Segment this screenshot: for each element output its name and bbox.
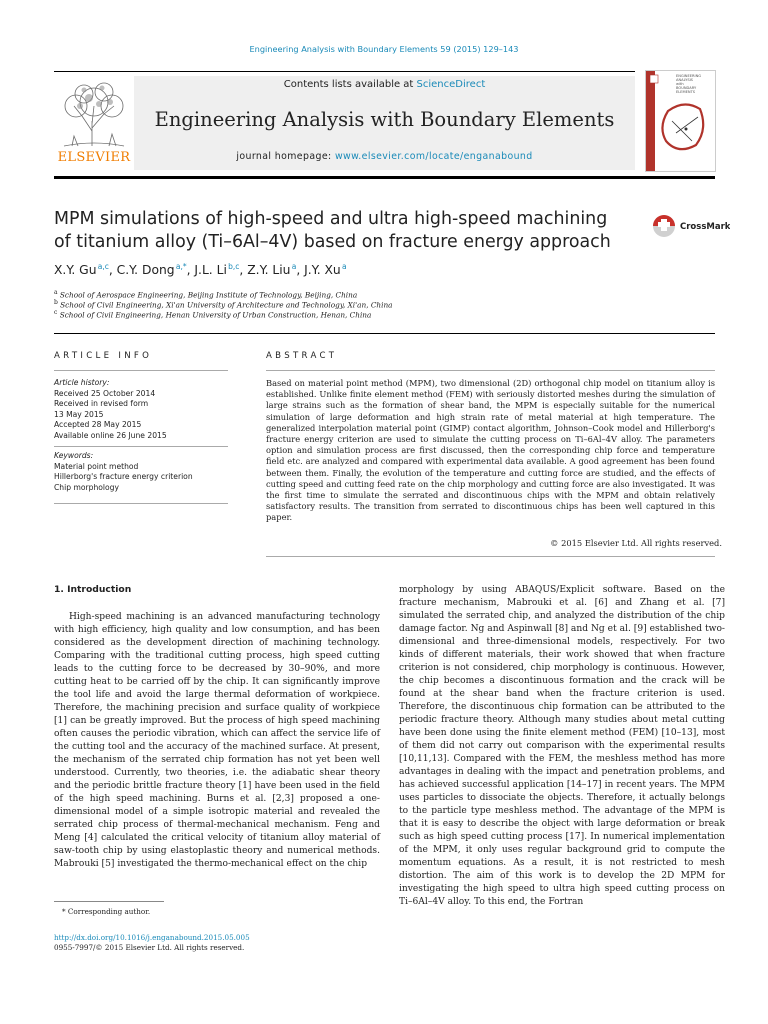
intro-left-column: High-speed machining is an advanced manufacturing technology with high efficiency, high quality and low consumption, and has been considered as the development direction of machining technology. Comparing with the traditional cutting process, high speed cutting leads to the cutting force to be decreased by 30–90%, and more cutting heat to be carried off by the chip. It can significantly improve the tool life and avoid the large thermal deformation of workpiece. Therefore, the machining precision and surface quality of workpiece [1] can be greatly improved. But the process of high speed machining often causes the periodic vibration, which can affect the service life of the cutting tool and the accuracy of the machined surface. At present, the mechanism of the serrated chip formation has not yet been well understood. Currently, two theories, i.e. the adiabatic shear theory and the periodic brittle fracture theory [1] have been used in the field of the high speed machining. Burns et al. [2,3] proposed a one-dimensional model of a simple isotropic material and revealed the serrated chip process of thermal-mechanical mechanism. Feng and Meng [4] calculated the critical velocity of titanium alloy material of saw-tooth chip by using elastoplastic theory and numerical methods. Mabrouki [5] investigated the thermo-mechanical effect on the chip (54, 612, 380, 869)
elsevier-wordmark: ELSEVIER (57, 150, 131, 165)
copyright-line: © 2015 Elsevier Ltd. All rights reserved. (550, 538, 722, 548)
contents-prefix: Contents lists available at (283, 79, 417, 90)
cover-line-4: BOUNDARY (676, 86, 697, 90)
keywords-label: Keywords: (54, 451, 94, 460)
doi-link[interactable]: http://dx.doi.org/10.1016/j.enganabound.2015.05.005 (54, 933, 250, 942)
history-accepted: Accepted 28 May 2015 (54, 420, 142, 429)
cover-line-3: with (676, 82, 684, 86)
intro-right-column: morphology by using ABAQUS/Explicit software. Based on the fracture mechanism, Mabrouki et al. [6] and Zhang et al. [7] simulated the serrated chip, and analyzed the distribution of the chip damage factor. Ng and Aspinwall [8] and Ng et al. [9] established two-dimensional and three-dimensional models, respectively. For two kinds of different materials, their work showed that when fracture criterion is not considered, chip morphology is continuous. However, the chip becomes a discontinuous formation and the crack will be found at the shear band when the fracture criterion is used. Therefore, the discontinuous chip formation can be attributed to the periodic fracture theory. Although many studies about metal cutting have been done using the finite element method (FEM) [10–13], most of them did not carry out comparison with the experimental results [10,11,13]. Compared with the FEM, the meshless method has more advantages in dealing with the impact and penetration problems, and has achieved successful application [14–17] in recent years. The MPM uses particles to dissociate the objects. Therefore, it actually belongs to the particle type meshless method. The advantage of the MPM is that it is easy to describe the object with large deformation or break such as high speed cutting process [17]. In numerical implementation of the MPM, it only uses regular background grid to compute the momentum equations. As a result, it is not restricted to mesh distortion. The aim of this work is to develop the 2D MPM for investigating the high speed to ultra high speed cutting process on Ti–6Al–4V alloy. To this end, the Fortran (399, 585, 725, 907)
history-revised: Received in revised form (54, 399, 149, 408)
history-received: Received 25 October 2014 (54, 389, 156, 398)
journal-cover[interactable] (645, 70, 716, 172)
affiliation-a: $^a$ School of Aerospace Engineering, Beijing Institute of Technology, Beijing, China (54, 289, 358, 300)
article-info-heading: ARTICLE INFO (54, 351, 153, 361)
keyword: Hillerborg's fracture energy criterion (54, 472, 193, 481)
history-label: Article history: (54, 378, 110, 387)
author[interactable]: C.Y. Dong $^{a,*}$, (116, 262, 195, 278)
author-list (54, 262, 347, 277)
corresponding-author-note: * Corresponding author. (62, 907, 151, 916)
cover-line-5: ELEMENTS (676, 90, 696, 94)
cover-artwork (646, 71, 715, 171)
abstract-rule (266, 370, 715, 371)
affiliation-c: $^c$ School of Civil Engineering, Henan University of Urban Construction, Henan, China (54, 309, 372, 320)
keywords-rule (54, 446, 228, 447)
author[interactable]: Z.Y. Liu $^a$, (247, 262, 305, 278)
contents-line (134, 79, 635, 90)
abstract-heading: ABSTRACT (266, 351, 338, 361)
crossmark-label: CrossMark (680, 222, 730, 232)
crossmark-badge[interactable] (650, 212, 730, 240)
article-info-bottom-rule (54, 503, 228, 504)
author[interactable]: J.Y. Xu $^a$ (304, 262, 347, 278)
cover-line-2: ANALYSIS (676, 78, 693, 82)
journal-reference[interactable]: Engineering Analysis with Boundary Elements 59 (2015) 129–143 (249, 44, 519, 54)
history-online: Available online 26 June 2015 (54, 431, 167, 440)
history-revised-date: 13 May 2015 (54, 410, 104, 419)
keyword: Material point method (54, 462, 139, 471)
issn-line: 0955-7997/© 2015 Elsevier Ltd. All rights reserved. (54, 943, 245, 952)
footnote-rule (54, 901, 164, 902)
header-rule (54, 71, 635, 72)
author[interactable]: X.Y. Gu $^{a,c}$, (54, 262, 117, 278)
abstract-bottom-rule (266, 556, 715, 557)
section-heading-introduction: 1. Introduction (54, 584, 132, 595)
homepage-link[interactable]: www.elsevier.com/locate/enganabound (334, 151, 533, 162)
abstract-body: Based on material point method (MPM), two dimensional (2D) orthogonal chip model on titanium alloy is established. Unlike finite element method (FEM) with seriously distorted meshes during the simulation of large strains such as the formation of shear band, the MPM is especially suitable for the numerical simulation of large deformation and high strain rate of metal material at high temperature. The generalized interpolation material point (GIMP) contact algorithm, Johnson–Cook model and Hillerborg's fracture energy criterion are used to simulate the cutting process on Ti–6Al–4V alloy. The parameters option and simulation process are first discussed, then the corresponding chip force and temperature field etc. are analyzed and compared with experimental data available. A good agreement has been found between them. Finally, the evolution of the temperature and cutting force are studied, and the effects of cutting speed and cutting feed rate on the chip morphology and cutting force are also investigated. It was the first time to simulate the serrated and discontinuous chips with the MPM and obtain relatively satisfactory results. The transition from serrated to discontinuous chips has been well captured in this paper. (266, 378, 715, 523)
cover-line-1: ENGINEERING (676, 74, 702, 78)
affiliations-rule (54, 333, 715, 334)
header-bottom-rule (54, 176, 715, 179)
homepage-line (134, 151, 635, 162)
journal-title: Engineering Analysis with Boundary Elements (154, 108, 615, 131)
sciencedirect-link[interactable]: ScienceDirect (416, 79, 486, 90)
crossmark-icon (650, 212, 730, 240)
affiliation-b: $^b$ School of Civil Engineering, Xi'an University of Architecture and Technology, Xi'an, China (54, 299, 393, 310)
keyword: Chip morphology (54, 483, 119, 492)
author[interactable]: J.L. Li $^{b,c}$, (194, 262, 248, 278)
article-info-rule (54, 370, 228, 371)
paper-title: MPM simulations of high-speed and ultra high-speed machining of titanium alloy (Ti–6Al–4V) based on fracture energy approach (54, 209, 611, 252)
homepage-prefix: journal homepage: (236, 151, 335, 162)
